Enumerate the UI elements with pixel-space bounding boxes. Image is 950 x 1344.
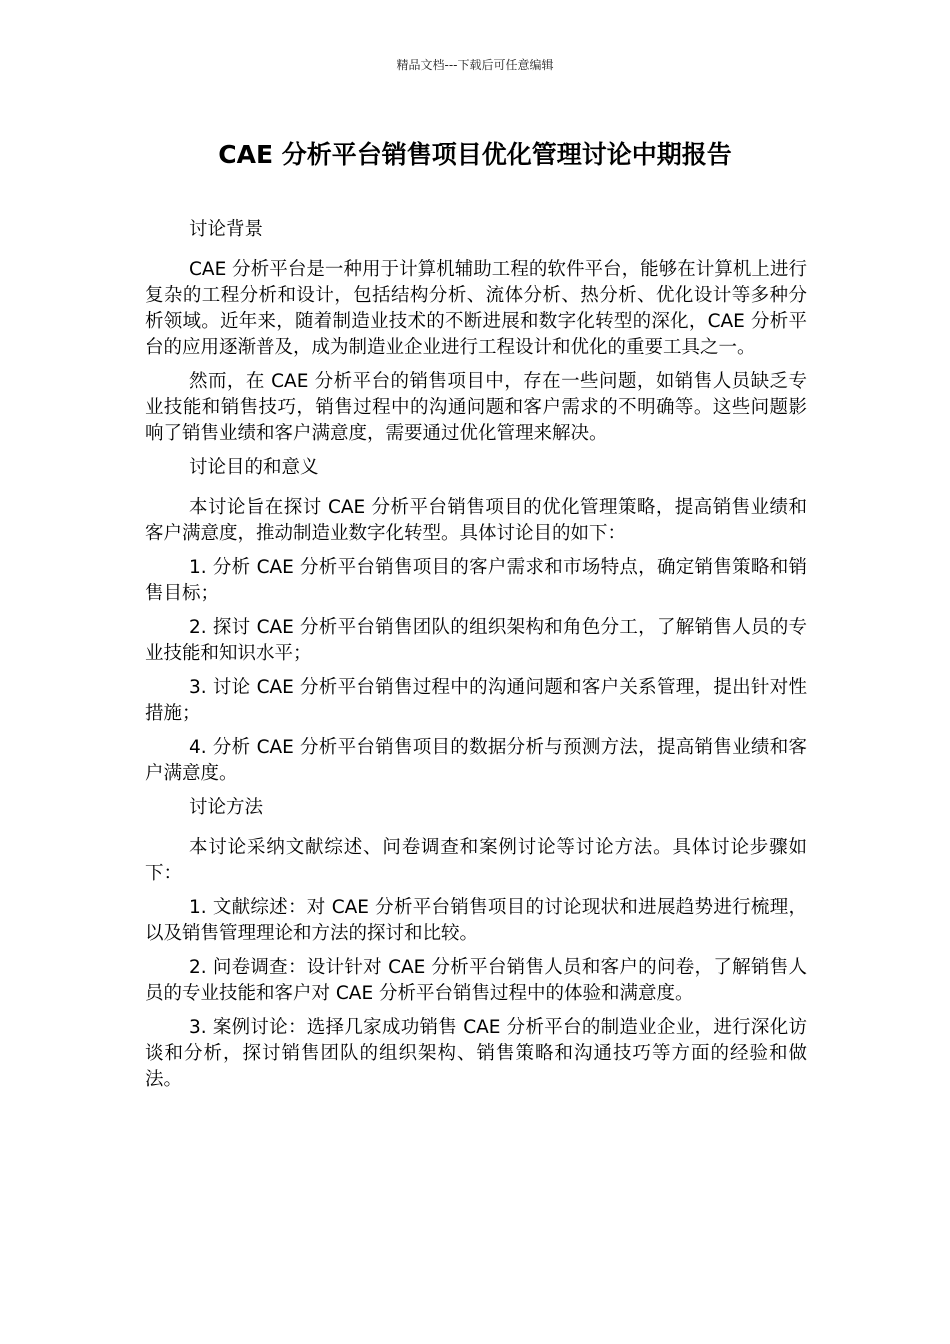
list-item: 4. 分析 CAE 分析平台销售项目的数据分析与预测方法，提高销售业绩和客户满意度。	[145, 737, 807, 784]
list-item: 2. 问卷调查：设计针对 CAE 分析平台销售人员和客户的问卷，了解销售人员的专业技能和客户对 CAE 分析平台销售过程中的体验和满意度。	[145, 957, 807, 1004]
paragraph: CAE 分析平台是一种用于计算机辅助工程的软件平台，能够在计算机上进行复杂的工程分析和设计，包括结构分析、流体分析、热分析、优化设计等多种分析领域。近年来，随着制造业技术的不断进展和数字化转型的深化，CAE 分析平台的应用逐渐普及，成为制造业企业进行工程设计和优化的重要工具之一。	[145, 259, 807, 358]
list-item: 3. 案例讨论：选择几家成功销售 CAE 分析平台的制造业企业，进行深化访谈和分析，探讨销售团队的组织架构、销售策略和沟通技巧等方面的经验和做法。	[145, 1017, 807, 1090]
paragraph: 本讨论采纳文献综述、问卷调查和案例讨论等讨论方法。具体讨论步骤如下：	[145, 837, 807, 884]
paragraph: 然而，在 CAE 分析平台的销售项目中，存在一些问题，如销售人员缺乏专业技能和销售技巧，销售过程中的沟通问题和客户需求的不明确等。这些问题影响了销售业绩和客户满意度，需要通过优化管理来解决。	[145, 371, 807, 444]
list-item: 3. 讨论 CAE 分析平台销售过程中的沟通问题和客户关系管理，提出针对性措施；	[145, 677, 807, 724]
list-item: 2. 探讨 CAE 分析平台销售团队的组织架构和角色分工，了解销售人员的专业技能和知识水平；	[145, 617, 807, 664]
section-heading-method: 讨论方法	[189, 797, 264, 818]
list-item: 1. 分析 CAE 分析平台销售项目的客户需求和市场特点，确定销售策略和销售目标；	[145, 557, 807, 604]
paragraph: 本讨论旨在探讨 CAE 分析平台销售项目的优化管理策略，提高销售业绩和客户满意度，推动制造业数字化转型。具体讨论目的如下：	[145, 497, 807, 544]
section-heading-purpose: 讨论目的和意义	[189, 457, 319, 478]
list-item: 1. 文献综述：对 CAE 分析平台销售项目的讨论现状和进展趋势进行梳理，以及销售管理理论和方法的探讨和比较。	[145, 897, 807, 944]
header-note: 精品文档---下载后可任意编辑	[396, 58, 554, 72]
document-body	[145, 217, 807, 1101]
section-heading-background: 讨论背景	[189, 219, 264, 240]
page-title: CAE 分析平台销售项目优化管理讨论中期报告	[218, 140, 732, 169]
